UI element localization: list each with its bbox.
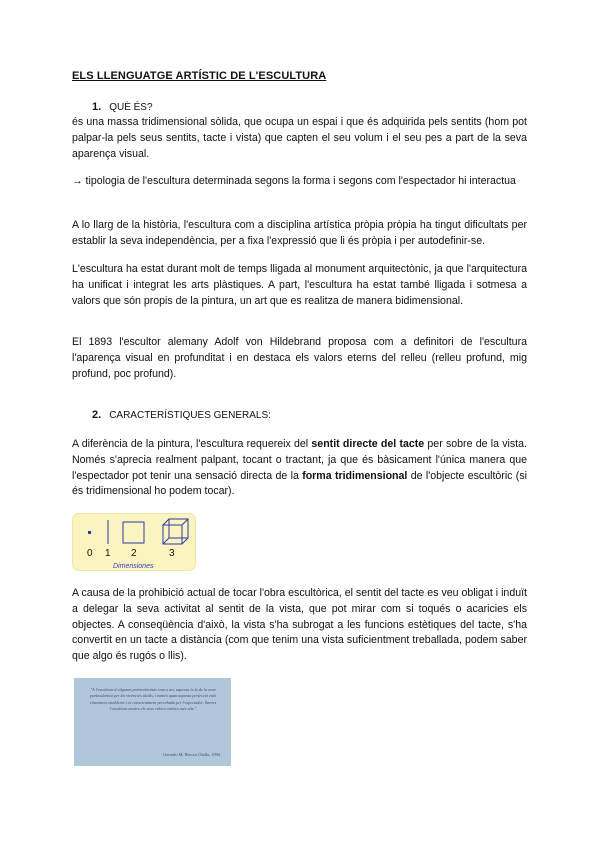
bold-phrase-direct-touch: sentit directe del tacte <box>311 438 425 450</box>
section-2-heading <box>92 409 271 421</box>
section-2-paragraph-2: A causa de la prohibició actual de tocar l'obra escultòrica, el sentit del tacte es veu obligat i induït a delegar la seva activitat al sentit de la vista, que pot mirar com si toqués o acaricies els objectes. A conseqüència d'això, la vista s'ha subrogat a les funcions estètiques del tacte, s'ha convertit en un tacte a distància (com que tenim una vista suficientment treballada, podem saber que algo és rugós o llis). <box>72 587 527 663</box>
section-2-number: 2. <box>92 409 102 421</box>
section-1-paragraph-1: és una massa tridimensional sòlida, que ocupa un espai i que és adquirida pels sentits (hom pot palpar-la pels seus sentits, tacte i vista) que capten el seu volum i el seu pes a part de la seva aparença visual. <box>72 116 527 160</box>
section-1-number: 1. <box>92 101 102 113</box>
quote-image <box>74 678 231 766</box>
section-1-paragraph-5: El 1893 l'escultor alemany Adolf von Hildebrand proposa com a definitori de l'escultura l'aparença visual en profunditat i en destaca els valors eterns del relleu (relleu profund, mig profund, poc profund). <box>72 336 527 380</box>
dimension-label-2: 2 <box>131 548 137 559</box>
dimensions-figure <box>72 513 196 571</box>
dimensions-drawing <box>73 514 195 570</box>
cube-shape <box>163 519 188 544</box>
dimensions-caption: Dimensiones <box>113 563 154 570</box>
bold-phrase-three-dimensional: forma tridimensional <box>302 469 408 482</box>
quote-source: Gerardo M. Brocos Otalla, 1994 <box>163 752 220 757</box>
dimension-label-3: 3 <box>169 548 175 559</box>
section-2-p1-text-a: A diferència de la pintura, l'escultura requereix del <box>72 438 312 450</box>
section-2-p1-text-b: per sobre de la vista. Només s'aprecia realment palpant, tocant o tractant, ja que és bàsicament l'única manera que l'espectador pot tenir una sensació directa de la <box>72 438 527 482</box>
section-1-paragraph-2: → tipologia de l'escultura determinada segons la forma i segons com l'espectador hi interactua <box>72 175 516 187</box>
point-shape <box>88 531 91 534</box>
section-2-paragraph-1 <box>72 437 527 500</box>
section-1-title: QUÈ ÉS? <box>109 102 153 113</box>
section-1-heading <box>92 101 153 113</box>
document-title: ELS LLENGUATGE ARTÍSTIC DE L'ESCULTURA <box>72 70 327 82</box>
quote-text: "A l'escultura té algunes particularitats com a art, aquesta és la de la seva particularitat per les vivències táctils, i només quan aquesta perfecció està clarament establerta i és conscientment percebuda per l'espectador, llavors l'escultura mostra els seus valors estètics més alts." <box>89 687 217 711</box>
section-2-p1-text-c: de l'objecte escultòric (si és tridimensional ho podem tocar). <box>72 469 527 498</box>
section-1-paragraph-3: A lo llarg de la història, l'escultura com a disciplina artística pròpia pròpia ha tingut dificultats per establir la seva independència, per a fixa l'expressió que li és pròpia i per autodefinir-se. <box>72 219 527 247</box>
dimension-label-1: 1 <box>105 548 111 559</box>
dimension-label-0: 0 <box>87 548 93 559</box>
section-2-title: CARACTERÍSTIQUES GENERALS: <box>109 410 271 421</box>
section-1-paragraph-4: L'escultura ha estat durant molt de temps lligada al monument arquitectònic, ja que l'arquitectura ha unificat i integrat les arts plàstiques. A part, l'escultura ha estat també lligada i sotmesa a valors que són propis de la pintura, un art que es realitza de manera bidimensional. <box>72 263 527 307</box>
square-shape <box>123 522 144 543</box>
